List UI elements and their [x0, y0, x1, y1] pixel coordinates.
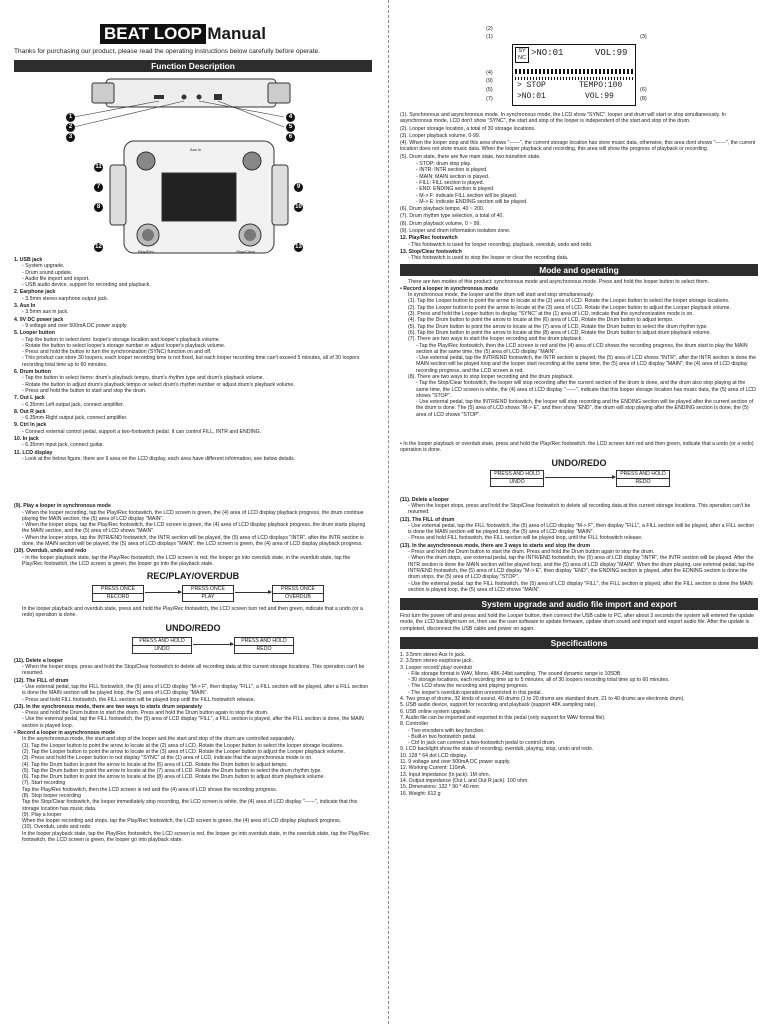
r-p11-bullets — [400, 503, 758, 516]
drum-state-item: ◦ MAIN: MAIN section is played. — [416, 173, 490, 180]
function-item-bullet: ◦ 3.5mm aux in jack. — [22, 309, 69, 316]
r-p13-bullet: ◦ When the drum stops, use external pedal, tap the INTR/END footswitch, the (5) area of LCD display "INTR", the INTR section will be played. After the INTR section is done the MAIN section will be played loop, and the (5) area of LCD display "MAIN". When the drum playing, use external pedal, tap the INTR/END footswitch, the (5) area of LCD display "M-> E", then display "END", the ENDING section is played, after the EDNING section is done the drum stops, the (5) area of LCD display "STOP". — [408, 555, 755, 581]
async-step: (5). Tap the Drum button to point the arrow to locate at the (7) area of LCD. Rotate the Drum button to select the drum rhythm type. — [22, 767, 322, 774]
footswitch-bullet: ◦ This footswitch is used to stop the looper or clear the recording data. — [408, 255, 569, 262]
spec-item: 3. Looper record/ play/ overdub — [400, 664, 473, 671]
step7-bullets — [400, 343, 758, 374]
r-p13-title: (13). In the asynchronous mode, there are 3 ways to starts and stop the drum — [400, 542, 590, 549]
section-mode-operating: Mode and operating — [400, 264, 758, 276]
function-item-bullet: ◦ Tap the button to select item: looper's storage location and looper's playback volume. — [22, 336, 221, 343]
spec-item: 16. Weight: 612 g — [400, 790, 441, 797]
title-block — [100, 24, 372, 44]
flow2-title: UNDO/REDO — [165, 622, 221, 633]
footswitch-list — [400, 235, 758, 261]
spec-sub-item: ◦ File storage format is WAV, Mono, 48K-24bit sampling. The sound dynamic range is 105DB. — [408, 670, 622, 677]
lcd-divider — [515, 77, 633, 80]
async-step: (9). Play a looper — [22, 811, 62, 818]
p12-bullet: ◦ Use external pedal, tap the FILL footswitch, the (5) area of LCD display "M-> F", then display "FILL", a FILL section will be played, after a FILL section is done the MAIN section will be played loop, the (5) area of LCD display "MAIN". — [22, 683, 369, 697]
callout-9: 9 — [294, 183, 303, 192]
lcd-area-description: (2). Looper storage location, a total of 30 storage locations. — [400, 125, 536, 132]
p9-bullets — [14, 510, 372, 548]
r-p13-bullets — [400, 549, 758, 593]
async-step: (1). Tap the Looper button to point the arrow to locate at the (2) area of LCD, Rotate the Looper button to select the looper storage locations. — [22, 742, 344, 749]
lcd-drum-volume: VOL:99 — [585, 92, 614, 101]
function-item-title: 7. Out L jack — [14, 395, 45, 402]
callout-6: 6 — [286, 133, 295, 142]
p11-title: (11). Delete a looper — [14, 657, 64, 664]
brand-badge: BEAT LOOP — [100, 24, 206, 44]
lcd-area-description: (6). Drum playback tempo, 40 ~ 200. — [400, 206, 485, 213]
function-item-bullet: ◦ Connect external control pedal, support a two-footswitch pedal. It can control FILL, INTR and ENDING. — [22, 428, 262, 435]
callout-8: 8 — [94, 203, 103, 212]
right-flow-diagram — [400, 468, 758, 496]
async-step: Tap the Play/Rec footswitch, then the LCD screen is red and the (4) area of LCD shows the recording progress. — [22, 786, 278, 793]
function-item-title: 3. Aux In — [14, 303, 36, 310]
lcd-rhythm-number: >NO:01 — [517, 92, 546, 101]
lcd-figure — [400, 24, 758, 106]
flow2-diagram — [14, 633, 372, 657]
lcd-screen — [512, 44, 636, 106]
flow1-box-overdub: PRESS ONCE OVERDUB — [272, 585, 324, 602]
async-step: When the looper recording and stops, tap the Play/Rec footswitch, the LCD screen is green, the (4) area of LCD display playback progress. — [22, 818, 342, 825]
left-column — [14, 24, 372, 843]
mode-intro: There are two modes of this product: synchronous mode and asynchronous mode. Press and hold the looper button to select them. — [408, 278, 710, 285]
spec-item: 7. Audio file can be imported and exported to this pedal (only support for WAV format file). — [400, 714, 606, 721]
r-p11-title: (11). Delete a looper — [400, 496, 450, 503]
sync-heading: • Record a looper in synchronous mode — [400, 285, 499, 292]
lcd-marker-4: (4) — [486, 70, 493, 76]
step8-bullet: ◦ Use external pedal, tap the INTR/END footswitch, the looper will stop recording and the ENDING section will be played after the current section of the drum is done. The (5) area of LCD shows "M-> E", and then show "END", the drum will stop playing after the ENDING section is done, the (5) area of LCD shows "STOP". — [416, 399, 754, 418]
p10-bullets — [14, 555, 372, 568]
callout-11: 11 — [95, 164, 102, 170]
lcd-area-description: (4). When the looper stop and this area shows "------", the current storage location has store music data, otherwise, this area dont shows "------", the current location does not store music data. When the looper playback and recording, this area will show the progress of playback or recording. — [400, 140, 756, 153]
function-item-title: 11. LCD display — [14, 449, 53, 456]
flow2-box-redo: PRESS AND HOLD REDO — [234, 637, 294, 654]
p12-title: (12). The FILL of drum — [14, 677, 69, 684]
spec-sub-item: ◦ The LCD show the recording and playing progress. — [408, 683, 529, 690]
callout-7: 7 — [94, 183, 103, 192]
callout-3: 3 — [66, 133, 75, 142]
flow2-arrow — [193, 644, 233, 645]
p10-bullet: ◦ In the looper playback state, tap the Play/Rec footswitch, the LCD screen is red, the looper go into overdub state, in the overdub state, tap the Play/Rec footswitch, the LCD screen is green, the looper go into the playback state. — [22, 554, 351, 567]
lcd-area-description: (8). Drum playback volume, 0 ~ 99. — [400, 220, 481, 227]
r-p12-bullet: ◦ Use external pedal, tap the FILL footswitch, the (5) area of LCD display "M-> F", then display "FILL", a FILL section will be played, after a FILL section is done the MAIN section will be played loop, the (5) area of LCD display "MAIN". — [408, 522, 755, 536]
function-item-title: 9. Ctrl In jack — [14, 422, 47, 429]
drum-state-item: ◦ INTR: INTR section is played. — [416, 167, 488, 174]
page-divider — [388, 0, 389, 1024]
function-item-title: 1. USB jack — [14, 257, 43, 263]
async-step: In the looper playback state, tap the Play/Rec footswitch, the LCD screen is red, the looper go into overdub state, in the overdub state, tap the Play/Rec footswitch, the LCD screen is green, the looper go into playback state. — [22, 830, 370, 844]
sync-step: (4). Tap the Drum button to point the arrow to locate at the (6) area of LCD, Rotate the Drum button to adjust tempo. — [408, 317, 674, 324]
async-intro: In the asynchronous mode, the start and stop of the looper and the start and stop of the drum are controlled separately. — [22, 736, 295, 743]
left-lower — [14, 503, 372, 843]
lcd-sync-box: SY NC — [515, 47, 529, 63]
lcd-marker-8: (8) — [640, 96, 647, 102]
function-item-bullet: ◦ Tap the button to select items: drum's playback tempo, drum's rhythm type and drum's playback volume. — [22, 375, 265, 382]
right-flow-title: UNDO/REDO — [551, 457, 607, 468]
async-step: Tap the Stop/Clear footswitch, the looper immediately stop recording, the LCD screen is white, the (4) area of LCD display "------", indicate that this storage location has music data. — [22, 799, 358, 812]
r-p12-bullets — [400, 523, 758, 542]
sync-step: (1). Tap the Looper button to point the arrow to locate at the (2) area of LCD. Rotate the Looper button to select the looper storage locations. — [408, 298, 730, 305]
spec-item: 14. Output impedance (Out L and Out R jack): 100 ohm. — [400, 777, 529, 784]
spec-list — [400, 652, 758, 797]
async-step: (7). Start recording — [22, 780, 66, 787]
spec-item: 2. 3.5mm stereo earphone jack. — [400, 658, 473, 665]
spec-sub-item: ◦ The looper's overdub operation unrestricted in this pedal. — [408, 689, 542, 696]
function-item-title: 6. Drum button — [14, 369, 51, 376]
lcd-tempo: TEMPO:100 — [579, 81, 623, 90]
function-item-bullet: ◦ 6.35mm Right output jack, connect amplifier. — [22, 415, 128, 422]
function-item-bullet: ◦ 6.35mm Left output jack, connect amplifier. — [22, 401, 124, 408]
r-p13-bullet: ◦ Use the external pedal, tap the FILL footswitch, the (5) area of LCD display "FILL", the FILL section is played, after the FILL section is done the MAIN section is played loop, the (5) area of LCD shows "MAIN". — [408, 580, 753, 593]
spec-item: 12. Working Current: 110mA. — [400, 765, 467, 772]
flow1-title: REC/PLAY/OVERDUB — [146, 571, 240, 582]
r-p13-bullet: ◦ Press and hold the Drum button to start the drum. Press and hold the Drum button again to stop the drum. — [408, 549, 655, 556]
lcd-marker-7: (7) — [486, 96, 493, 102]
spec-item: 5. USB audio device, support for recording and playback (support 48K sampling rate). — [400, 702, 597, 709]
play-rec-label: Play/Rec — [138, 249, 155, 254]
section-specifications: Specifications — [400, 637, 758, 649]
p13-title: (13). In the synchronous mode, there are two ways to starts drum separately — [14, 703, 202, 710]
callout-2: 2 — [66, 123, 75, 132]
async-steps — [14, 743, 372, 844]
lcd-storage-number: >NO:01 — [531, 48, 564, 58]
spec-sub-item: ◦ Two encoders with key function. — [408, 727, 485, 734]
p11-bullets — [14, 664, 372, 677]
function-item-bullet: ◦ Press and hold the button to turn the synchronization (SYNC) function on and off. — [22, 349, 212, 356]
function-item-title: 2. Earphone jack — [14, 289, 56, 296]
flow1-diagram — [14, 581, 372, 605]
right-flow-box-undo: PRESS AND HOLD UNDO — [490, 470, 544, 487]
p9-bullet: ◦ When the looper stops, tap the INTR/END footswitch, the INTR section will be played, the (5) area of LCD displays "INTR", after the INTR section is done, the MAIN section will be played, the (5) area of LCD displays "MAIN", the LCD screen is green, the (4) area of LCD display playback progress. — [22, 534, 364, 547]
p9-bullet: ◦ When the looper stops, tap the Play/Rec footswitch, the LCD screen is green, the (4) area of LCD display playback progress, the drum starts playing the MAIN section, and the (5) area of LCD shows "MAIN". — [22, 522, 366, 535]
right-flow-arrow — [545, 477, 615, 478]
p13-bullets — [14, 710, 372, 729]
p12-bullets — [14, 684, 372, 703]
sync-step: (5). Tap the Drum button to point the arrow to locate at the (7) area of LCD, Rotate the Drum button to select the drum rhythm type. — [408, 323, 708, 330]
async-step: (4). Tap the Drum button to point the arrow to locate at the (6) area of LCD. Rotate the Drum button to adjust tempo. — [22, 761, 288, 768]
async-step: (6). Tap the Drum button to point the arrow to locate at the (8) area of LCD. Rotate the Drum button to adjust drum playback volume. — [22, 774, 325, 781]
p11-bullet: ◦ When the looper stops, press and hold the Stop/Clear footswitch to delete all recording data at this current storage locations. This operation can't be resumed. — [22, 664, 365, 677]
lcd-marker-1: (1) — [486, 34, 493, 40]
flow1-box-record: PRESS ONCE RECORD — [92, 585, 144, 602]
section-function-description: Function Description — [14, 60, 372, 72]
function-item-title: 5. Looper button — [14, 330, 55, 337]
p10-undo-text: In the looper playback and overdub state, press and hold the Play/Rec footswitch, the LCD screen turn red and then green, indicate that a undo (or a redo) operation is done. — [22, 606, 363, 619]
step7-bullet: ◦ Tap the Play/Rec footswitch, then the LCD screen is red and the (4) area of LCD shows the recording progress, the drum start to play the MAIN section at the same time, the (5) area of LCD display "MAIN". — [416, 342, 748, 355]
sync-step: (3). Press and hold the Looper button to display "SYNC" at the (1) area of LCD, indicate that the synchronization mode is on. — [408, 311, 694, 318]
drum-state-item: ◦ END: ENDING section is played. — [416, 186, 495, 193]
spec-item: 6. USB online system upgrade. — [400, 708, 472, 715]
function-item-bullet: ◦ 3.5mm stereo earphone output jack. — [22, 295, 109, 302]
step8-bullets — [400, 380, 758, 418]
step7-bullet: ◦ Use external pedal, tap the INTR/END footswitch, the INTR section is played, the (5) area of LCD shows "INTR", after the INTR section is done the MAIN section will be played loop and the looper start recording at the same time, the (5) area of LCD display "MAIN", the (4) area of LCD display recording progress, and the LCD screen is red. — [416, 355, 756, 374]
r-p11-bullet: ◦ When the looper stops, press and hold the Stop/Clear footswitch to delete all recording data at this current storage locations. This operation can't be resumed. — [408, 502, 751, 516]
async-step: (10). Overdub, undo and redo — [22, 824, 91, 831]
callout-4: 4 — [286, 113, 295, 122]
p9-title: (9). Play a looper in synchronous mode — [14, 503, 111, 510]
lcd-area-description: (9). Looper and drum information isolation zone. — [400, 228, 511, 235]
function-item-bullet: ◦ Press and hold the button to start and stop the drum. — [22, 387, 147, 394]
device-svg — [14, 75, 372, 255]
async-step: (3). Press and hold the Looper button to not display "SYNC" at the (1) area of LCD, indicate that the asynchronous mode is on. — [22, 755, 313, 762]
p10-title: (10). Overdub, undo and redo — [14, 548, 87, 555]
lcd-area-description: (1). Synchronous and asynchronous mode. In synchronous mode, the LCD show "SYNC", looper and drum will start or stop simultaneously. In asynchronous mode, LCD don't show "SYNC", the start and stop of the looper is independent of the start and stop of the drum. — [400, 112, 726, 125]
device-figure — [14, 75, 372, 255]
step8: (8). There are two ways to stop looper recording and the drum playback. — [408, 373, 574, 380]
sync-step: (7). There are two ways to start the looper recording and the drum playback. — [408, 336, 583, 343]
function-item-title: 4. 9V DC power jack — [14, 316, 64, 323]
function-item-title: 10. In jack — [14, 436, 39, 443]
lcd-area-description: (7). Drum rhythm type selection, a total of 40. — [400, 213, 504, 220]
lcd-area-description: (5). Drum state, there are five main state, two transition state. — [400, 153, 541, 160]
footswitch-title: 13. Stop/Clear footswitch — [400, 248, 462, 255]
right-column — [400, 24, 758, 797]
function-item-bullet: ◦ 6.35mm input jack, connect guitar. — [22, 442, 104, 449]
function-item-bullet: ◦ This product can store 30 loopers, each looper recording time is not fixed, but each looper recording time can't exceed 5 minutes, all of 30 loopers recording total time up to 60 minutes. — [22, 355, 360, 368]
right-flow-box-redo: PRESS AND HOLD REDO — [616, 470, 670, 487]
function-item-bullet: ◦ Drum sound update. — [22, 269, 73, 276]
flow2-box-undo: PRESS AND HOLD UNDO — [132, 637, 192, 654]
p13-bullet: ◦ Use the external pedal, tap the FILL footswitch, the (5) area of LCD display "FILL", a FILL section is played, after the FILL section is done, the MAIN section is played loop. — [22, 716, 364, 729]
lcd-marker-9: (9) — [486, 78, 493, 84]
async-step: (2). Tap the Looper button to point the arrow to locate at the (3) area of LCD. Rotate the Looper button to adjust the Looper playback volume. — [22, 748, 345, 755]
spec-sub-item: ◦ Ctrl In jack can connect a two-footswitch pedal to control drum. — [408, 740, 556, 747]
drum-state-item: ◦ FILL: FILL section is played. — [416, 179, 484, 186]
step8-bullet: ◦ Tap the Stop/Clear footswitch, the looper will stop recording after the current section of the drum is done, and the drum also stop playing at the same time, the LCD screen is white, the (4) area of LCD display "------", indicate that this looper storage location has music data, the (5) area of LCD shows "STOP". — [416, 380, 756, 399]
function-item-bullet: ◦ 9 voltage and over 500mA DC power supply. — [22, 322, 128, 329]
callout-5: 5 — [286, 123, 295, 132]
callout-1: 1 — [66, 113, 75, 122]
flow1-box-play: PRESS ONCE PLAY — [182, 585, 234, 602]
callout-10: 10 — [295, 204, 302, 210]
footswitch-title: 12. Play/Rec footswitch — [400, 235, 458, 242]
intro-text: Thanks for purchasing our product, please read the operating instructions below carefully before operate. — [14, 48, 321, 55]
callout-12: 12 — [95, 244, 102, 250]
section-upgrade: System upgrade and audio file import and export — [400, 598, 758, 610]
spec-item: 15. Dimensions: 132 * 90 * 40 mm — [400, 784, 479, 791]
callout-13: 13 — [295, 244, 302, 250]
manual-title: Manual — [207, 24, 266, 43]
sync-step: (2). Tap the Looper button to point the arrow to locate at the (3) area of LCD. Rotate the Looper button to adjust the Looper playback volume. — [408, 304, 731, 311]
drum-state-item: ◦ STOP: drum stop play. — [416, 161, 472, 168]
function-item-bullet: ◦ Look at the below figure, there are 9 area on the LCD display, each area have different information, see below details. — [22, 455, 296, 462]
spec-item: 1. 3.5mm stereo Aux In jack. — [400, 652, 466, 658]
function-item-bullet: ◦ Audio file import and export. — [22, 275, 90, 282]
lcd-marker-3: (3) — [640, 34, 647, 40]
lcd-looper-volume: VOL:99 — [595, 48, 628, 58]
lcd-area-description: (3). Looper playback volume, 0-99. — [400, 132, 481, 139]
stop-clear-label: Stop/Clear — [236, 249, 255, 254]
spec-sub-item: ◦ Built-in two footswitch pedal. — [408, 733, 477, 740]
lcd-area-descriptions — [400, 112, 758, 234]
lcd-drum-state: > STOP — [517, 81, 546, 90]
function-item-bullet: ◦ USB audio device, support for recording and playback. — [22, 282, 151, 289]
async-step: (8). Stop looper recording — [22, 793, 81, 799]
sync-step: (6). Tap the Drum button to point the arrow to locate at the (8) area of LCD, Rotate the Drum button to adjust drum playback volume. — [408, 329, 711, 336]
p9-bullet: ◦ When the looper recording, tap the Play/Rec footswitch, the LCD screen is green, the (4) area of LCD display playback progress, the drum continue playing the MAIN section, the (5) area of LCD display "MAIN". — [22, 509, 364, 522]
p13-bullet: ◦ Press and hold the Drum button to start the drum. Press and hold the Drum button again to stop the drum. — [22, 710, 269, 717]
function-item-bullet: ◦ Rotate the button to adjust drum's playback tempo or select drum's rhythm number or adjust drum's playback volume. — [22, 381, 295, 388]
async-heading: • Record a looper in asynchronous mode — [14, 730, 115, 737]
lcd-marker-5: (5) — [486, 87, 493, 93]
lcd-marker-2: (2) — [486, 26, 493, 32]
function-item-title: 8. Out R jack — [14, 408, 46, 415]
flow1-arrow-1 — [145, 592, 181, 593]
aux-in-label: Aux In — [190, 147, 202, 152]
spec-item: 10. 128 * 64 dot LCD display. — [400, 752, 468, 759]
function-item-bullet: ◦ System upgrade. — [22, 263, 65, 270]
drum-state-item: ◦ M-> E: indicate ENDING section will be played. — [416, 198, 528, 205]
spec-item: 8. Controller — [400, 721, 429, 728]
function-item-bullet: ◦ Rotate the button to select looper's storage number or adjust looper's playback volume. — [22, 342, 226, 349]
lcd-marker-6: (6) — [640, 87, 647, 93]
p12-bullet: ◦ Press and hold FILL footswitch, the FILL section will be played loop until the FILL footswitch release. — [22, 696, 256, 703]
r-p12-bullet: ◦ Press and hold FILL footswitch, the FILL section will be played loop, until the FILL footswitch release. — [408, 535, 643, 542]
upgrade-text: First turn the power off and press and hold the Looper button, then connect the USB cable to PC, after about 3 seconds the system will entered the update mode, the LCD backlight turn on, then use the user software to update firmware, update drum sound and import and export audio file. After the update is completed, disconnect the USB cable and power on again. — [400, 613, 755, 632]
spec-item: 13. Input impedance (In jack): 1M ohm. — [400, 771, 490, 778]
sync-steps — [400, 298, 758, 342]
r-p12-title: (12). The FILL of drum — [400, 516, 455, 523]
undo-intro: • In the looper playback or overdub state, press and hold the Play/Rec footswitch, the LCD screen turn red and then green, indicate that a undo (or a redo) operation is done. — [400, 441, 754, 454]
drum-state-item: ◦ M-> F: indicate FILL section will be played. — [416, 192, 518, 199]
flow1-arrow-2 — [235, 592, 271, 593]
lcd-progress-bar — [515, 69, 633, 74]
footswitch-bullet: ◦ This footswitch is used for looper recording, playback, overdub, undo and redo. — [408, 241, 593, 248]
sync-intro: In synchronous mode, the looper and the drum will start and stop simultaneously. — [408, 292, 594, 299]
spec-item: 11. 9 voltage and over 500mA DC power supply. — [400, 759, 511, 766]
spec-sub-item: ◦ 30 storage locations, each recording time up to 5 minutes, all of 30 loopers recording total time up to 60 minutes. — [408, 677, 670, 684]
spec-item: 9. LCD backlight show the state of recording, overdub, playing, stop, undo and redo. — [400, 746, 594, 753]
spec-item: 4. Two group of drums, 32 kinds of sound, 40 drums (1 to 20 drums are standard drum, 21 to 40 drums are electronic drum). — [400, 696, 685, 703]
function-list — [14, 257, 372, 462]
